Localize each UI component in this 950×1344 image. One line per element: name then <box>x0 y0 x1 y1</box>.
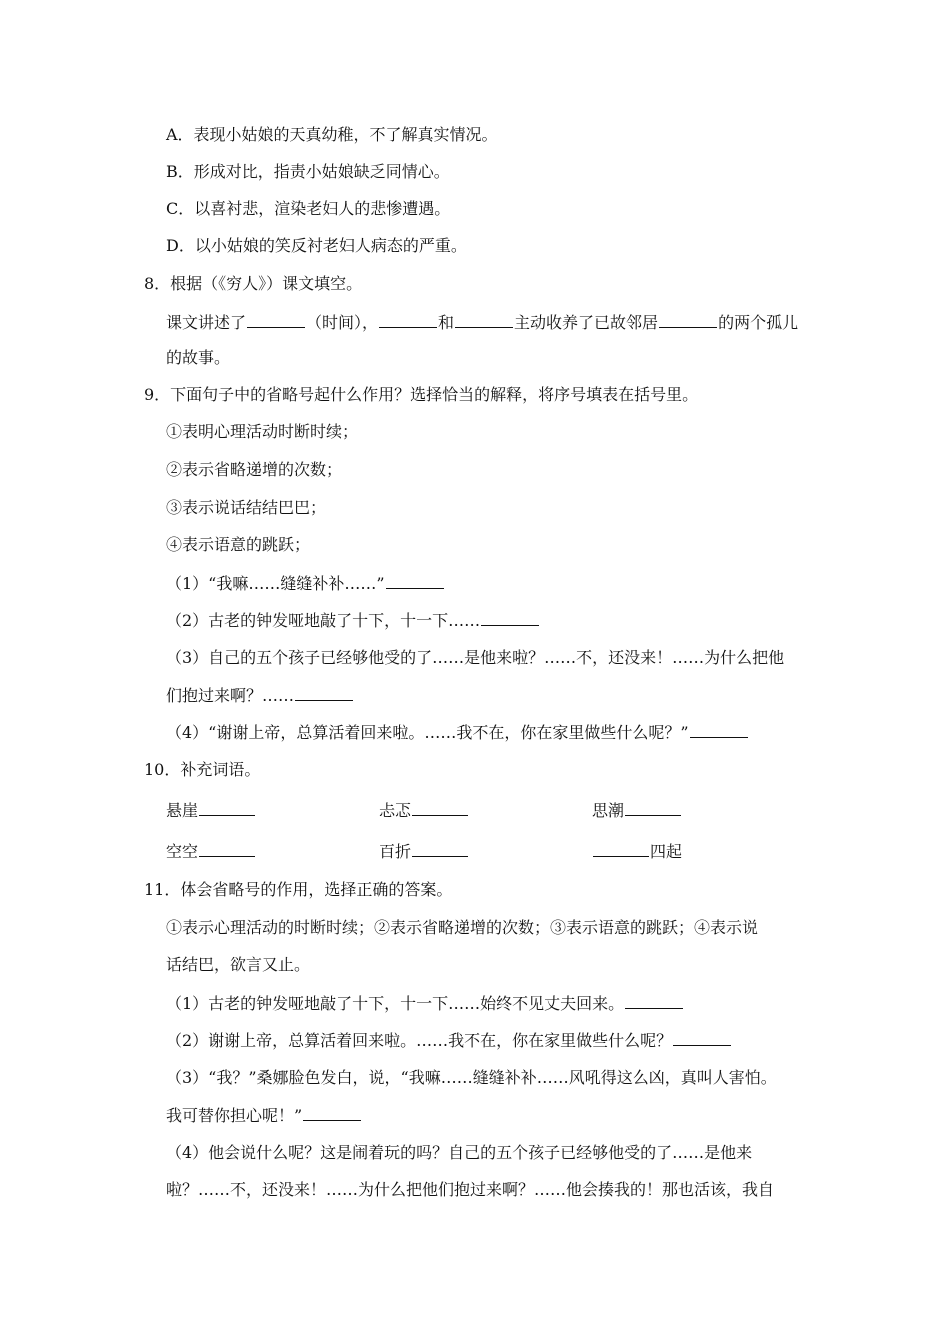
q8-text-part: 的两个孤儿 <box>718 313 799 332</box>
q11-choices-line1: ①表示心理活动的时断时续；②表示省略递增的次数；③表示语意的跳跃；④表示说 <box>166 918 759 937</box>
q10-word-3 <box>592 799 682 822</box>
q11-sentence-2 <box>166 1029 732 1052</box>
q10-word-1 <box>166 799 256 822</box>
q10-word-2 <box>379 799 469 822</box>
sentence-text: 们抱过来啊？…… <box>166 686 295 705</box>
q8-text-line1 <box>166 311 798 334</box>
word-text: 空空 <box>166 842 199 861</box>
word-text: 思潮 <box>592 801 625 820</box>
q11-sentence-4-cont: 啦？……不，还没来！……为什么把他们抱过来啊？……他会揍我的！那也活该，我自 <box>166 1180 775 1199</box>
sentence-text: （2）古老的钟发哑地敲了十下，十一下…… <box>166 611 481 630</box>
q9-sentence-4 <box>166 721 749 744</box>
q7-option-c: C．以喜衬悲，渲染老妇人的悲惨遭遇。 <box>166 199 451 218</box>
sentence-text: （4）“谢谢上帝，总算活着回来啦。……我不在，你在家里做些什么呢？” <box>166 723 689 742</box>
q9-stem: 9．下面句子中的省略号起什么作用？选择恰当的解释，将序号填表在括号里。 <box>144 385 699 404</box>
q9-sentence-2 <box>166 609 540 632</box>
answer-blank[interactable] <box>673 1029 731 1046</box>
q9-sentence-3: （3）自己的五个孩子已经够他受的了……是他来啦？……不，还没来！……为什么把他 <box>166 648 785 667</box>
answer-blank[interactable] <box>412 799 468 816</box>
q9-sentence-3-cont <box>166 684 354 707</box>
answer-blank[interactable] <box>247 311 305 328</box>
q11-sentence-4: （4）他会说什么呢？这是闹着玩的吗？自己的五个孩子已经够他受的了……是他来 <box>166 1143 753 1162</box>
q8-text-part: 主动收养了已故邻居 <box>514 313 659 332</box>
answer-blank[interactable] <box>625 799 681 816</box>
q11-stem: 11．体会省略号的作用，选择正确的答案。 <box>144 880 453 899</box>
q8-text-line2: 的故事。 <box>166 348 231 367</box>
answer-blank[interactable] <box>481 609 539 626</box>
q11-sentence-3: （3）“我？”桑娜脸色发白，说，“我嘛……缝缝补补……风吼得这么凶，真叫人害怕。 <box>166 1068 777 1087</box>
answer-blank[interactable] <box>199 840 255 857</box>
sentence-text: （1）“我嘛……缝缝补补……” <box>166 574 385 593</box>
sentence-text: （2）谢谢上帝，总算活着回来啦。……我不在，你在家里做些什么呢？ <box>166 1031 673 1050</box>
answer-blank[interactable] <box>199 799 255 816</box>
word-text: 百折 <box>379 842 412 861</box>
answer-blank[interactable] <box>659 311 717 328</box>
answer-blank[interactable] <box>379 311 437 328</box>
q11-sentence-1 <box>166 992 684 1015</box>
q9-choice-3: ③表示说话结结巴巴； <box>166 498 327 517</box>
q7-option-b: B．形成对比，指责小姑娘缺乏同情心。 <box>166 162 450 181</box>
answer-blank[interactable] <box>455 311 513 328</box>
answer-blank[interactable] <box>412 840 468 857</box>
word-text: 四起 <box>650 842 683 861</box>
q11-choices-line2: 话结巴，欲言又止。 <box>166 955 311 974</box>
answer-blank[interactable] <box>690 721 748 738</box>
q9-choice-1: ①表明心理活动时断时续； <box>166 422 359 441</box>
q8-text-part: 和 <box>438 313 455 332</box>
q9-choice-4: ④表示语意的跳跃； <box>166 535 311 554</box>
q9-sentence-1 <box>166 572 445 595</box>
q8-text-part: 课文讲述了 <box>166 313 247 332</box>
word-text: 悬崖 <box>166 801 199 820</box>
q10-word-5 <box>379 840 469 863</box>
q10-stem: 10．补充词语。 <box>144 760 261 779</box>
q8-stem: 8．根据（《穷人》）课文填空。 <box>144 274 363 293</box>
answer-blank[interactable] <box>625 992 683 1009</box>
answer-blank[interactable] <box>386 572 444 589</box>
q8-text-part: （时间）， <box>306 313 379 332</box>
q11-sentence-3-cont <box>166 1104 362 1127</box>
answer-blank[interactable] <box>295 684 353 701</box>
answer-blank[interactable] <box>303 1104 361 1121</box>
sentence-text: （1）古老的钟发哑地敲了十下，十一下……始终不见丈夫回来。 <box>166 994 625 1013</box>
sentence-text: 我可替你担心呢！” <box>166 1106 303 1125</box>
word-text: 忐忑 <box>379 801 412 820</box>
q9-choice-2: ②表示省略递增的次数； <box>166 460 343 479</box>
q7-option-a: A．表现小姑娘的天真幼稚，不了解真实情况。 <box>166 125 498 144</box>
answer-blank[interactable] <box>593 840 649 857</box>
q10-word-4 <box>166 840 256 863</box>
q10-word-6 <box>592 840 682 863</box>
q7-option-d: D．以小姑娘的笑反衬老妇人病态的严重。 <box>166 236 467 255</box>
